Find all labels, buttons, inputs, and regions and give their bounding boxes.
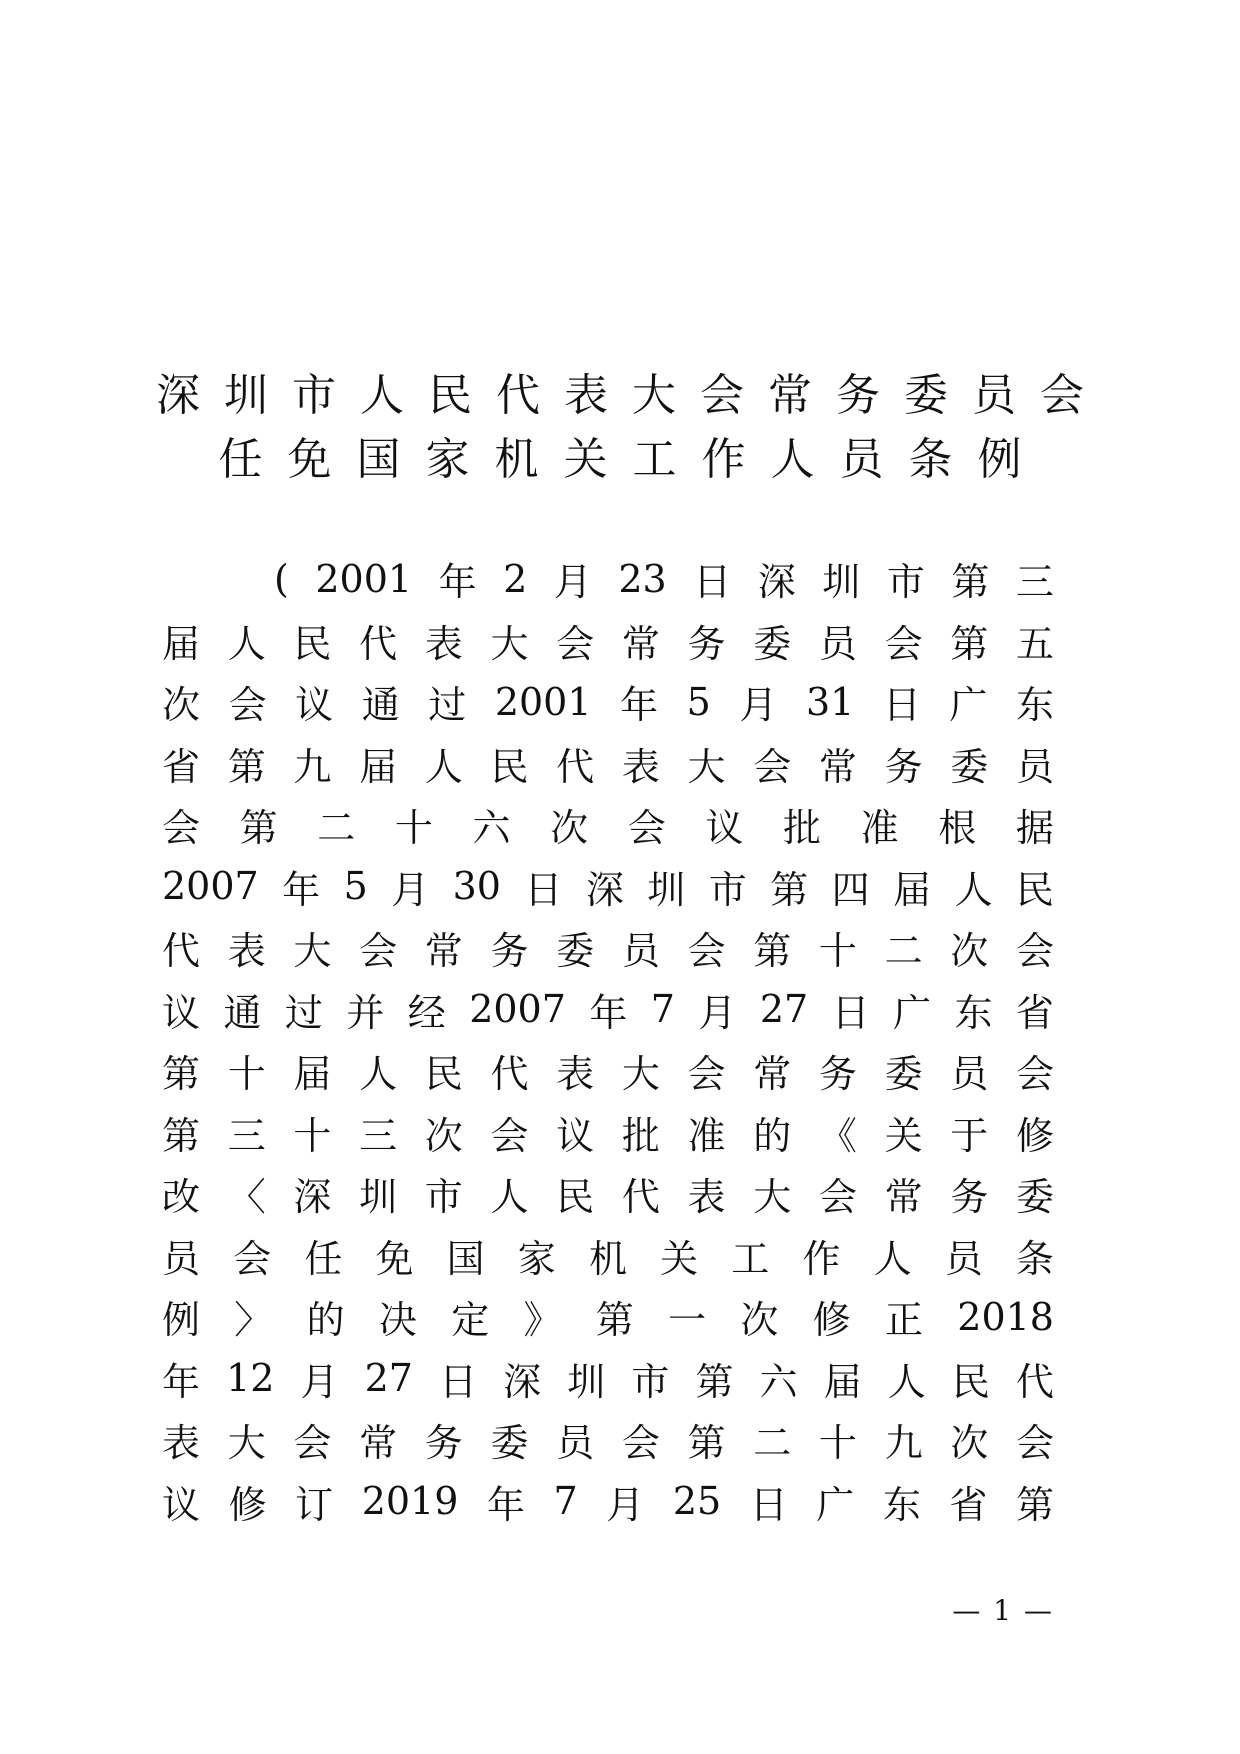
- history-note-token: 圳: [647, 867, 686, 912]
- history-note-token: 代: [621, 1175, 660, 1220]
- history-note-token: 2001: [315, 556, 413, 601]
- history-note-token: 届: [162, 621, 201, 666]
- history-note-token: 次: [550, 806, 589, 851]
- history-note-token: 省: [162, 744, 201, 789]
- history-note-token: 过: [428, 683, 467, 728]
- history-note-token: 届: [893, 867, 932, 912]
- history-note-token: 代: [359, 621, 398, 666]
- history-note-token: 大: [227, 1421, 266, 1466]
- history-note-token: 东: [882, 1482, 921, 1527]
- history-note-token: 第: [770, 867, 809, 912]
- history-note-token: 大: [753, 1175, 792, 1220]
- history-note-token: 2001: [494, 679, 592, 724]
- history-note-token: 圳: [359, 1175, 398, 1220]
- history-note-token: 的: [306, 1298, 345, 1343]
- history-note-token: 日: [882, 683, 921, 728]
- history-note-token: 务: [687, 621, 726, 666]
- history-note-token: 2: [503, 556, 528, 601]
- history-note-token: 准: [687, 1113, 726, 1158]
- history-note-token: 民: [490, 744, 529, 789]
- history-note-line: [162, 979, 1054, 1041]
- history-note-token: 表: [621, 744, 660, 789]
- history-note-token: 5: [686, 679, 711, 724]
- history-note-token: 务: [424, 1421, 463, 1466]
- history-note-line: [162, 1225, 1054, 1287]
- history-note-token: 会: [556, 621, 595, 666]
- history-note-token: 根: [938, 806, 977, 851]
- history-note-token: 2018: [957, 1294, 1054, 1339]
- history-note-token: 会: [753, 744, 792, 789]
- history-note-token: 次: [740, 1298, 779, 1343]
- history-note-token: 三: [359, 1113, 398, 1158]
- history-note-line: [162, 794, 1054, 856]
- history-note-token: 表: [227, 929, 266, 974]
- history-note-token: 会: [621, 1421, 660, 1466]
- history-note-token: 家: [517, 1236, 556, 1281]
- history-note-token: 议: [556, 1113, 595, 1158]
- history-note-token: 委: [1015, 1175, 1054, 1220]
- history-note-token: 人: [873, 1236, 912, 1281]
- history-note-token: 十: [227, 1052, 266, 1097]
- history-note-token: 一: [668, 1298, 707, 1343]
- history-note-token: 〈: [227, 1175, 266, 1220]
- history-note-token: 民: [556, 1175, 595, 1220]
- history-note-token: 订: [295, 1482, 334, 1527]
- history-note-token: 广: [893, 990, 932, 1035]
- history-note-token: 会: [233, 1236, 272, 1281]
- history-note-token: 免: [375, 1236, 414, 1281]
- history-note-token: 人: [887, 1359, 926, 1404]
- history-note-line: [162, 610, 1054, 672]
- history-note-token: 市: [424, 1175, 463, 1220]
- history-note-line: [162, 1286, 1054, 1348]
- history-note-token: 深: [757, 560, 796, 605]
- history-note-token: 常: [359, 1421, 398, 1466]
- history-note-token: 的: [753, 1113, 792, 1158]
- history-note-token: 23: [618, 556, 667, 601]
- history-note-token: 民: [293, 621, 332, 666]
- history-note-token: 深: [585, 867, 624, 912]
- history-note-token: 次: [424, 1113, 463, 1158]
- history-note-token: 东: [954, 990, 993, 1035]
- history-note-token: 条: [1015, 1236, 1054, 1281]
- history-note-token: 改: [162, 1175, 201, 1220]
- history-note-token: 人: [490, 1175, 529, 1220]
- history-note-token: 届: [359, 744, 398, 789]
- history-note-token: 议: [162, 990, 201, 1035]
- history-note-token: 据: [1015, 806, 1054, 851]
- history-note-line: [162, 1409, 1054, 1471]
- history-note-token: 代: [556, 744, 595, 789]
- history-note-token: 委: [556, 929, 595, 974]
- history-note-token: 会: [627, 806, 666, 851]
- history-note-line: [162, 671, 1054, 733]
- history-note-token: 批: [621, 1113, 660, 1158]
- history-note-token: 第: [951, 560, 990, 605]
- history-note-token: 人: [227, 621, 266, 666]
- history-note-token: 会: [818, 1175, 857, 1220]
- history-note-token: 届: [293, 1052, 332, 1097]
- history-note-token: 2019: [361, 1479, 459, 1524]
- history-note-line: [162, 917, 1054, 979]
- history-note-token: 员: [1015, 744, 1054, 789]
- history-note-token: 三: [1015, 560, 1054, 605]
- history-note-token: 7: [553, 1479, 578, 1524]
- history-note-token: 表: [687, 1175, 726, 1220]
- history-note-token: 任: [304, 1236, 343, 1281]
- history-note-token: 日: [831, 990, 870, 1035]
- history-note-token: (: [274, 556, 289, 601]
- history-note-token: 日: [439, 1359, 478, 1404]
- history-note-token: 务: [818, 1052, 857, 1097]
- history-note-token: 2007: [162, 864, 259, 909]
- history-note-token: 月: [391, 867, 430, 912]
- history-note-token: 次: [950, 929, 989, 974]
- history-note-token: 人: [424, 744, 463, 789]
- history-note-token: 次: [162, 683, 201, 728]
- history-note-token: 年: [486, 1482, 525, 1527]
- history-note-line: [162, 1163, 1054, 1225]
- history-note-token: 员: [818, 621, 857, 666]
- history-note-token: 议: [705, 806, 744, 851]
- history-note-token: 委: [950, 744, 989, 789]
- history-note-token: 27: [759, 987, 809, 1032]
- history-note-token: 会: [687, 929, 726, 974]
- document-title-line-2: 任免国家机关工作人员条例: [218, 434, 1047, 485]
- history-note-token: 次: [950, 1421, 989, 1466]
- history-note-token: 会: [359, 929, 398, 974]
- history-note-token: 表: [424, 621, 463, 666]
- history-note-token: 月: [739, 683, 778, 728]
- history-note-token: 会: [490, 1113, 529, 1158]
- history-note-token: 第: [950, 621, 989, 666]
- history-note-token: 届: [823, 1359, 862, 1404]
- history-note-token: 十: [394, 806, 433, 851]
- history-note-token: 第: [162, 1052, 201, 1097]
- history-note-token: 三: [227, 1113, 266, 1158]
- history-note-token: 于: [950, 1113, 989, 1158]
- history-note-token: 六: [759, 1359, 798, 1404]
- history-note-token: 民: [951, 1359, 990, 1404]
- history-note-token: 作: [802, 1236, 841, 1281]
- history-note-token: 修: [812, 1298, 851, 1343]
- history-note-line: [162, 856, 1054, 918]
- history-note-token: 深: [503, 1359, 542, 1404]
- history-note-token: 工: [731, 1236, 770, 1281]
- history-note-token: 广: [816, 1482, 855, 1527]
- history-note-token: 年: [438, 560, 477, 605]
- history-note-token: 日: [693, 560, 732, 605]
- history-note-token: 30: [452, 864, 501, 909]
- history-note-token: 员: [950, 1052, 989, 1097]
- history-note-token: 例: [162, 1298, 201, 1343]
- history-note-token: 第: [162, 1113, 201, 1158]
- history-note-token: 2007: [469, 987, 566, 1032]
- history-note-token: 员: [621, 929, 660, 974]
- history-note-token: 经: [407, 990, 446, 1035]
- history-note-token: 关: [660, 1236, 699, 1281]
- history-note-token: 代: [1015, 1359, 1054, 1404]
- history-note-token: 第: [595, 1298, 634, 1343]
- history-note-token: 二: [317, 806, 356, 851]
- history-note-token: 大: [621, 1052, 660, 1097]
- document-title-line-1: 深圳市人民代表大会常务委员会: [156, 370, 1108, 421]
- history-note-line: [162, 1040, 1054, 1102]
- history-note-token: 圳: [822, 560, 861, 605]
- history-note-token: 代: [490, 1052, 529, 1097]
- history-note-token: 〉: [234, 1298, 273, 1343]
- history-note-token: 常: [621, 621, 660, 666]
- history-note-token: 会: [228, 683, 267, 728]
- history-note-token: 市: [886, 560, 925, 605]
- history-note-token: 并: [346, 990, 385, 1035]
- history-note-token: 批: [783, 806, 822, 851]
- history-note-token: 第: [687, 1421, 726, 1466]
- history-note-token: 民: [1015, 867, 1054, 912]
- history-note-token: 务: [884, 744, 923, 789]
- history-note-token: 定: [451, 1298, 490, 1343]
- history-note-token: 关: [884, 1113, 923, 1158]
- history-note-token: 东: [1015, 683, 1054, 728]
- history-note-token: 四: [831, 867, 870, 912]
- history-note-token: 圳: [567, 1359, 606, 1404]
- history-note-token: 人: [359, 1052, 398, 1097]
- history-note-line: [162, 1471, 1054, 1533]
- history-note-token: 大: [687, 744, 726, 789]
- history-note-token: 省: [949, 1482, 988, 1527]
- history-note-token: 会: [687, 1052, 726, 1097]
- history-note-token: 表: [162, 1421, 201, 1466]
- history-note-token: 议: [295, 683, 334, 728]
- history-note-token: 务: [490, 929, 529, 974]
- history-note-token: 委: [490, 1421, 529, 1466]
- history-note-token: 员: [944, 1236, 983, 1281]
- history-note-token: 会: [1015, 929, 1054, 974]
- history-note-token: 代: [162, 929, 201, 974]
- history-note-token: 九: [293, 744, 332, 789]
- history-note-token: 年: [282, 867, 321, 912]
- history-note-token: 决: [378, 1298, 417, 1343]
- history-note-token: 第: [695, 1359, 734, 1404]
- history-note-token: 第: [1015, 1482, 1054, 1527]
- history-note-token: 二: [753, 1421, 792, 1466]
- history-note-token: 议: [162, 1482, 201, 1527]
- history-note-token: 第: [753, 929, 792, 974]
- history-note-token: 通: [223, 990, 262, 1035]
- history-note-token: 机: [588, 1236, 627, 1281]
- history-note-token: 《: [818, 1113, 857, 1158]
- history-note-token: 常: [424, 929, 463, 974]
- history-note-line: [162, 1348, 1054, 1410]
- history-note-token: 省: [1015, 990, 1054, 1035]
- history-note-token: 会: [884, 621, 923, 666]
- history-note-token: 通: [361, 683, 400, 728]
- history-note-token: 12: [226, 1356, 275, 1401]
- history-note-token: 五: [1015, 621, 1054, 666]
- history-note-token: 务: [950, 1175, 989, 1220]
- history-note-token: 人: [954, 867, 993, 912]
- history-note-token: 年: [620, 683, 659, 728]
- history-note-token: 国: [446, 1236, 485, 1281]
- history-note-token: 日: [749, 1482, 788, 1527]
- history-note-token: 广: [949, 683, 988, 728]
- page-number: — 1 —: [952, 1594, 1054, 1627]
- history-note-token: 大: [490, 621, 529, 666]
- history-note-token: 二: [884, 929, 923, 974]
- history-note-token: 25: [672, 1479, 722, 1524]
- history-note-token: 会: [293, 1421, 332, 1466]
- history-note-token: 市: [708, 867, 747, 912]
- history-note-token: 7: [650, 987, 675, 1032]
- history-note-token: 修: [1015, 1113, 1054, 1158]
- history-note-token: 5: [343, 864, 368, 909]
- history-note-token: 会: [1015, 1421, 1054, 1466]
- history-note-token: 深: [293, 1175, 332, 1220]
- history-note-token: 会: [1015, 1052, 1054, 1097]
- history-note-token: 》: [523, 1298, 562, 1343]
- history-note-token: 员: [556, 1421, 595, 1466]
- history-note-token: 月: [300, 1359, 339, 1404]
- history-note-token: 表: [556, 1052, 595, 1097]
- history-note-token: 正: [884, 1298, 923, 1343]
- history-note-token: 委: [753, 621, 792, 666]
- history-note-token: 会: [162, 806, 201, 851]
- history-note-token: 月: [606, 1482, 645, 1527]
- history-note-token: 31: [805, 679, 855, 724]
- history-note-token: 六: [472, 806, 511, 851]
- history-note-token: 九: [884, 1421, 923, 1466]
- legislative-history-note: [162, 548, 1054, 1532]
- history-note-token: 修: [228, 1482, 267, 1527]
- history-note-token: 十: [293, 1113, 332, 1158]
- history-note-token: 日: [524, 867, 563, 912]
- history-note-line: [162, 733, 1054, 795]
- history-note-token: 月: [698, 990, 737, 1035]
- history-note-token: 员: [162, 1236, 201, 1281]
- history-note-token: 年: [589, 990, 628, 1035]
- history-note-token: 大: [293, 929, 332, 974]
- history-note-token: 十: [818, 1421, 857, 1466]
- history-note-token: 民: [424, 1052, 463, 1097]
- history-note-token: 常: [884, 1175, 923, 1220]
- history-note-line: [162, 548, 1054, 610]
- history-note-token: 常: [818, 744, 857, 789]
- history-note-token: 第: [239, 806, 278, 851]
- history-note-token: 十: [818, 929, 857, 974]
- history-note-token: 27: [364, 1356, 413, 1401]
- history-note-token: 市: [631, 1359, 670, 1404]
- history-note-token: 准: [860, 806, 899, 851]
- history-note-token: 常: [753, 1052, 792, 1097]
- history-note-token: 过: [284, 990, 323, 1035]
- history-note-token: 年: [162, 1359, 201, 1404]
- history-note-token: 第: [227, 744, 266, 789]
- history-note-token: 委: [884, 1052, 923, 1097]
- history-note-line: [162, 1102, 1054, 1164]
- history-note-token: 月: [553, 560, 592, 605]
